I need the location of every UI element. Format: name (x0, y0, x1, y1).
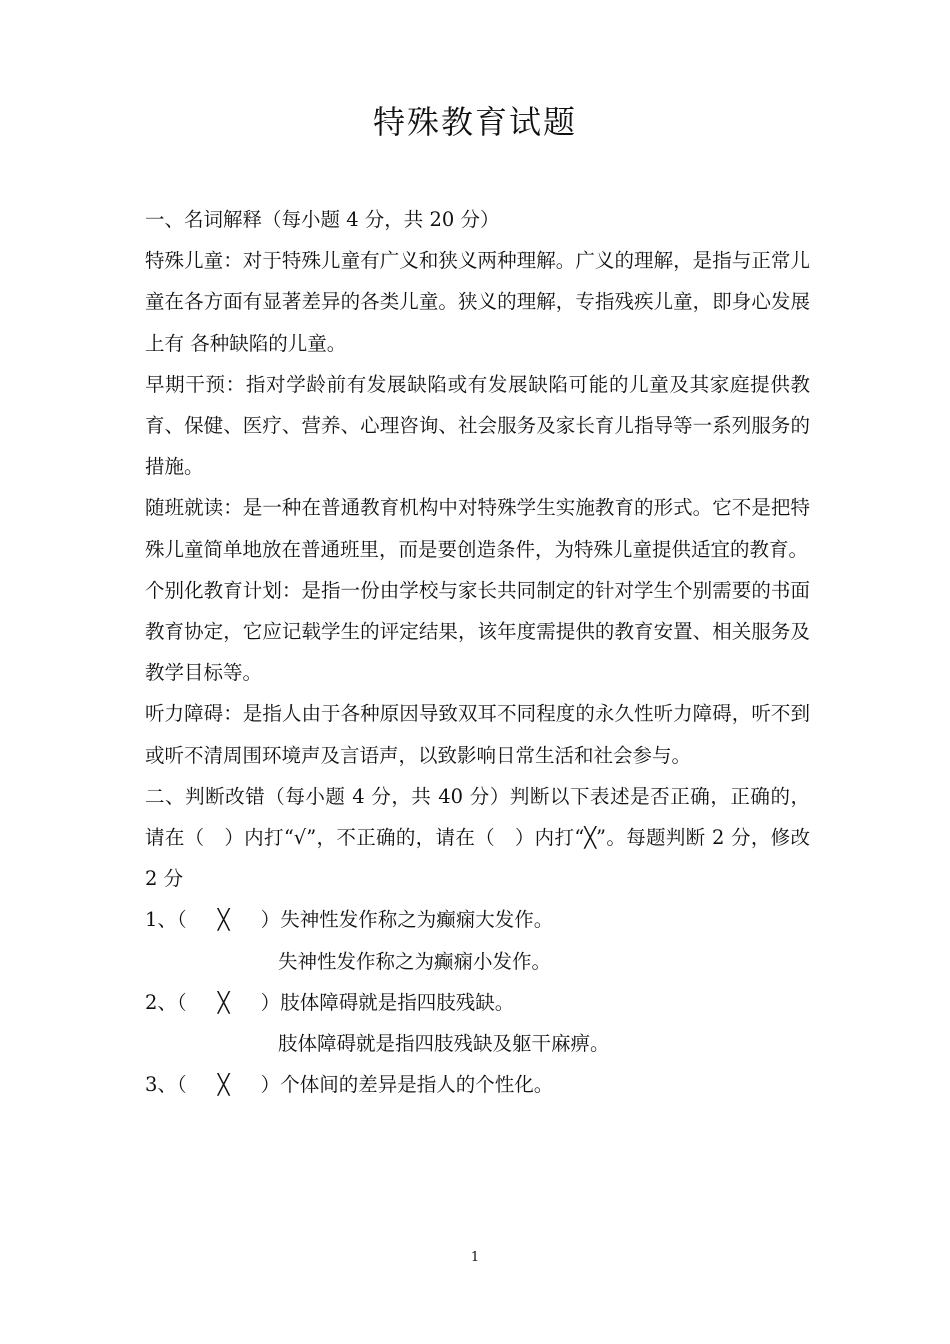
section-2-heading: 二、判断改错（每小题 4 分，共 40 分）判断以下表述是否正确，正确的，请在（ ）内打“√”，不正确的，请在（ ）内打“╳”。每题判断 2 分，修改 2 分 (145, 784, 810, 891)
term-definition: 特殊儿童：对于特殊儿童有广义和狭义两种理解。广义的理解，是指与正常儿童在各方面有显著差异的各类儿童。狭义的理解，专指残疾儿童，即身心发展上有 各种缺陷的儿童。 (145, 249, 810, 355)
section-1-heading: 一、名词解释（每小题 4 分，共 20 分） (145, 208, 500, 231)
question-bracket-close: ） (260, 1073, 281, 1097)
question-number: 2、（ (145, 990, 187, 1014)
question-statement: 个体间的差异是指人的个性化。 (280, 1073, 554, 1097)
question-item (145, 899, 810, 940)
term-definition: 个别化教育计划：是指一份由学校与家长共同制定的针对学生个别需要的书面教育协定，它应记载学生的评定结果，该年度需提供的教育安置、相关服务及教学目标等。 (145, 578, 810, 685)
term-definition: 听力障碍：是指人由于各种原因导致双耳不同程度的永久性听力障碍，听不到或听不清周围环境声及言语声，以致影响日常生活和社会参与。 (145, 702, 810, 767)
term-definition: 随班就读：是一种在普通教育机构中对特殊学生实施教育的形式。它不是把特殊儿童简单地放在普通班里，而是要创造条件，为特殊儿童提供适宜的教育。 (145, 496, 810, 561)
question-number: 1、（ (145, 908, 187, 932)
question-number: 3、（ (145, 1073, 187, 1097)
answer-mark: ╳ (217, 990, 230, 1014)
question-item (145, 1064, 810, 1105)
document-body (145, 199, 810, 1105)
question-item (145, 982, 810, 1023)
question-bracket-close: ） (260, 990, 281, 1014)
answer-mark: ╳ (217, 1073, 230, 1097)
term-definition: 早期干预：指对学龄前有发展缺陷或有发展缺陷可能的儿童及其家庭提供教育、保健、医疗、营养、心理咨询、社会服务及家长育儿指导等一系列服务的措施。 (145, 372, 810, 479)
question-bracket-close: ） (260, 908, 281, 932)
question-correction: 失神性发作称之为癫痫小发作。 (278, 949, 552, 973)
document-title: 特殊教育试题 (372, 103, 577, 141)
page-number: 1 (470, 1250, 480, 1265)
answer-mark: ╳ (217, 908, 230, 932)
question-statement: 肢体障碍就是指四肢残缺。 (280, 990, 515, 1014)
question-statement: 失神性发作称之为癫痫大发作。 (280, 908, 554, 932)
question-correction: 肢体障碍就是指四肢残缺及躯干麻痹。 (278, 1032, 610, 1056)
